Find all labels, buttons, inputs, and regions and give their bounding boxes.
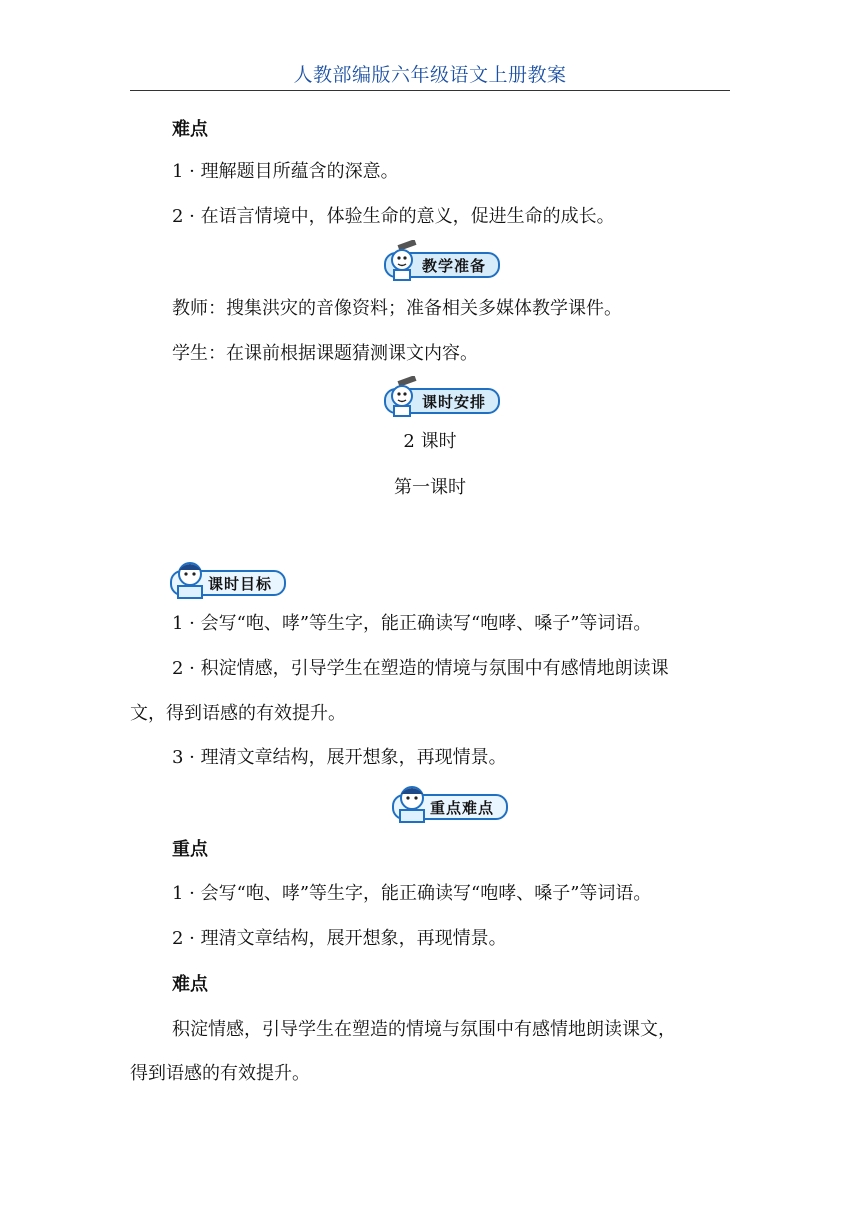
lesson-goals-label: 课时目标: [170, 570, 286, 596]
schedule-label: 课时安排: [384, 388, 500, 414]
lesson-count: 2 课时: [403, 431, 457, 452]
student-mascot-icon: [170, 558, 210, 602]
teaching-prep-label: 教学准备: [384, 252, 500, 278]
goal-item-2b: 文，得到语感的有效提升。: [130, 703, 346, 724]
goal-item-1: 1 · 会写“咆、哮”等生字，能正确读写“咆哮、嗓子”等词语。: [172, 613, 652, 634]
difficulty-text-b: 得到语感的有效提升。: [130, 1063, 310, 1084]
student-prep: 学生：在课前根据课题猜测课文内容。: [172, 343, 478, 364]
teaching-prep-banner: [384, 248, 500, 282]
key-item-2: 2 · 理清文章结构，展开想象，再现情景。: [172, 928, 507, 949]
goal-item-3: 3 · 理清文章结构，展开想象，再现情景。: [172, 747, 507, 768]
mascot-icon: [384, 376, 424, 420]
teacher-prep: 教师：搜集洪灾的音像资料；准备相关多媒体教学课件。: [172, 298, 622, 319]
difficulty-heading-2: 难点: [172, 974, 208, 995]
goal-item-2a: 2 · 积淀情感，引导学生在塑造的情境与氛围中有感情地朗读课: [172, 658, 669, 679]
difficulty-item-2: 2 · 在语言情境中，体验生命的意义，促进生命的成长。: [172, 206, 615, 227]
header-divider: [130, 90, 730, 91]
difficulty-heading: 难点: [172, 119, 208, 140]
schedule-banner: [384, 384, 500, 418]
mascot-icon: [384, 240, 424, 284]
keypoints-banner: [392, 790, 508, 824]
lesson-goals-banner: [170, 566, 286, 600]
student-mascot-icon: [392, 782, 432, 826]
page-header-title: 人教部编版六年级语文上册教案: [293, 64, 567, 86]
difficulty-text-a: 积淀情感，引导学生在塑造的情境与氛围中有感情地朗读课文，: [172, 1019, 676, 1040]
key-item-1: 1 · 会写“咆、哮”等生字，能正确读写“咆哮、嗓子”等词语。: [172, 883, 652, 904]
difficulty-item-1: 1 · 理解题目所蕴含的深意。: [172, 161, 399, 182]
first-lesson-title: 第一课时: [394, 477, 466, 498]
key-heading: 重点: [172, 839, 208, 860]
keypoints-label: 重点难点: [392, 794, 508, 820]
